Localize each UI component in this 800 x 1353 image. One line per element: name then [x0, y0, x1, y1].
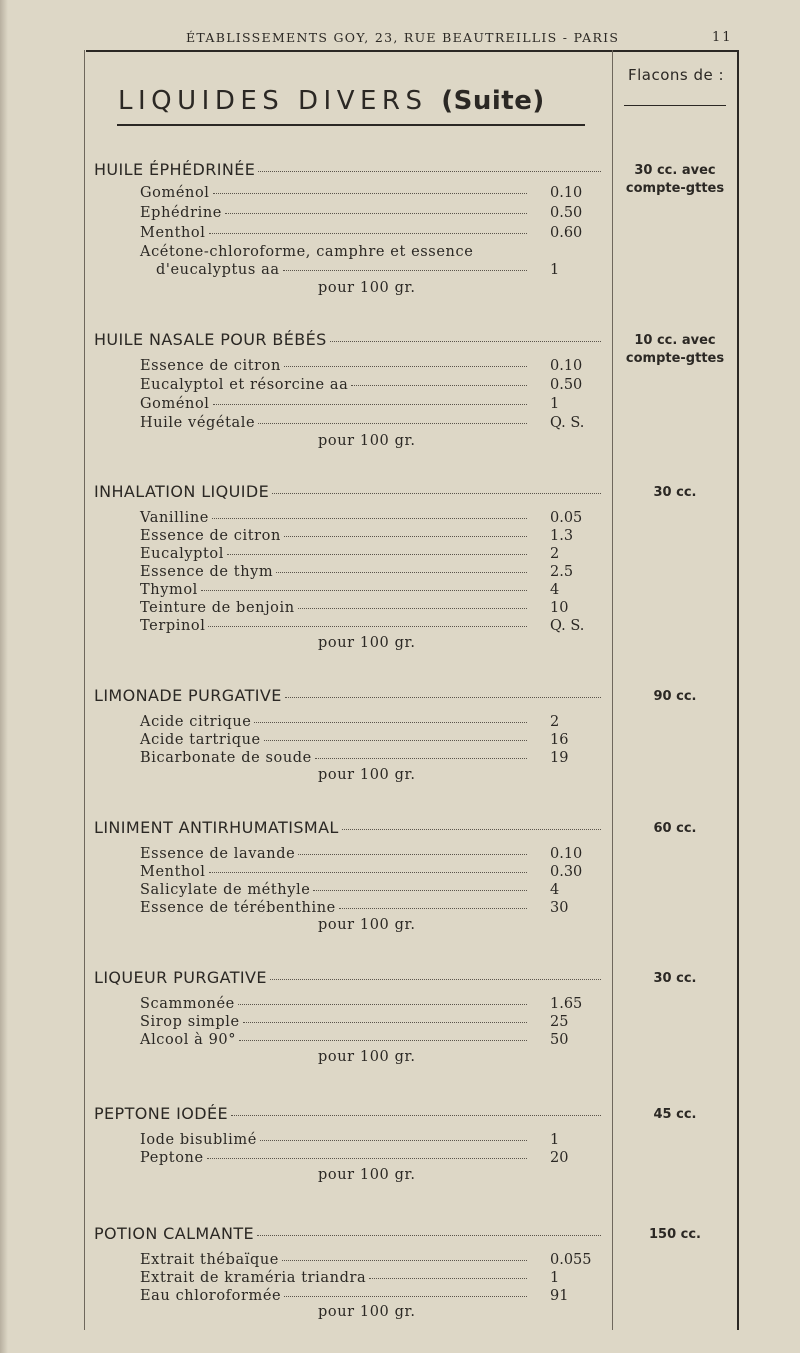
ingredient-name: Essence de citron — [140, 358, 281, 374]
ingredient-row — [140, 600, 530, 616]
flacon-size — [614, 1226, 736, 1244]
ingredient-row — [140, 1150, 530, 1166]
ingredient-name: Essence de térébenthine — [140, 900, 336, 916]
ingredient-row — [140, 510, 530, 526]
ingredient-quantity: 0.50 — [550, 377, 583, 393]
ingredient-quantity: 0.05 — [550, 510, 583, 526]
flacons-column-header: Flacons de : — [627, 66, 725, 84]
ingredient-row — [140, 864, 530, 880]
ingredient-name: Eucalyptol et résorcine aa — [140, 377, 349, 393]
ingredient-name: Sirop simple — [140, 1014, 240, 1030]
recipe-total: pour 100 gr. — [318, 917, 416, 933]
ingredient-row — [140, 846, 530, 862]
ingredient-row — [140, 415, 530, 431]
ingredient-row — [140, 377, 530, 393]
ingredient-name: Ephédrine — [140, 205, 222, 221]
ingredient-quantity: 1 — [550, 262, 560, 278]
ingredient-row — [140, 564, 530, 580]
ingredient-row — [140, 582, 530, 598]
ingredient-name: Extrait thébaïque — [140, 1252, 279, 1268]
ingredient-name: Essence de citron — [140, 528, 281, 544]
ingredient-name: Thymol — [140, 582, 198, 598]
right-column-rule — [737, 50, 739, 1330]
recipe-title-text: HUILE NASALE POUR BÉBÉS — [94, 330, 327, 349]
ingredient-row — [140, 1132, 530, 1148]
flacon-size — [614, 484, 736, 502]
ingredient-row — [140, 185, 530, 201]
ingredient-row — [140, 358, 530, 374]
recipe-title — [94, 1224, 604, 1243]
flacon-size — [614, 970, 736, 988]
ingredient-row — [140, 1252, 530, 1268]
ingredient-quantity: 30 — [550, 900, 569, 916]
recipe-title-text: LIMONADE PURGATIVE — [94, 686, 282, 705]
recipe-title-text: INHALATION LIQUIDE — [94, 482, 270, 501]
ingredient-quantity: 19 — [550, 750, 569, 766]
recipe-total: pour 100 gr. — [318, 767, 416, 783]
flacon-size — [614, 1106, 736, 1124]
recipe-total: pour 100 gr. — [318, 635, 416, 651]
flacon-line: 45 cc. — [653, 1107, 697, 1122]
ingredient-row — [140, 546, 530, 562]
flacon-line: 150 cc. — [648, 1227, 701, 1242]
ingredient-quantity: 16 — [550, 732, 569, 748]
ingredient-name: Goménol — [140, 396, 210, 412]
flacon-line: 10 cc. avec — [634, 333, 716, 348]
ingredient-row — [140, 1032, 530, 1048]
ingredient-quantity: 0.055 — [550, 1252, 592, 1268]
recipe-title-text: LINIMENT ANTIRHUMATISMAL — [94, 818, 339, 837]
title-underline — [117, 124, 585, 126]
ingredient-name: Acide citrique — [140, 714, 252, 730]
ingredient-row — [156, 262, 530, 278]
ingredient-row — [140, 225, 530, 241]
recipe-total: pour 100 gr. — [318, 1167, 416, 1183]
ingredient-quantity: 0.10 — [550, 185, 583, 201]
ingredient-quantity: 2.5 — [550, 564, 574, 580]
ingredient-name: Peptone — [140, 1150, 204, 1166]
ingredient-name: Eucalyptol — [140, 546, 224, 562]
recipe-title — [94, 330, 604, 349]
ingredient-quantity: Q. S. — [550, 618, 585, 634]
ingredient-quantity: 1.65 — [550, 996, 583, 1012]
ingredient-row — [140, 882, 530, 898]
ingredient-row — [140, 750, 530, 766]
ingredient-quantity: 4 — [550, 582, 560, 598]
ingredient-name: Iode bisublimé — [140, 1132, 257, 1148]
ingredient-quantity: 2 — [550, 714, 560, 730]
ingredient-quantity: 91 — [550, 1288, 569, 1304]
ingredient-line: Acétone-chloroforme, camphre et essence — [140, 244, 474, 260]
ingredient-row — [140, 1288, 530, 1304]
ingredient-name: Eau chloroformée — [140, 1288, 282, 1304]
flacon-line: 60 cc. — [653, 821, 697, 836]
ingredient-quantity: 1 — [550, 1270, 560, 1286]
ingredient-row — [140, 732, 530, 748]
flacon-line: 30 cc. — [653, 971, 697, 986]
recipe-total: pour 100 gr. — [318, 1049, 416, 1065]
ingredient-quantity: 4 — [550, 882, 560, 898]
ingredient-name: Bicarbonate de soude — [140, 750, 312, 766]
running-head: ÉTABLISSEMENTS GOY, 23, RUE BEAUTREILLIS - PARIS — [186, 30, 620, 45]
recipe-title — [94, 968, 604, 987]
ingredient-row — [140, 396, 530, 412]
ingredient-quantity: 10 — [550, 600, 569, 616]
ingredient-quantity: 0.50 — [550, 205, 583, 221]
recipe-total: pour 100 gr. — [318, 1304, 416, 1320]
ingredient-quantity: 1 — [550, 396, 560, 412]
ingredient-quantity: 0.10 — [550, 358, 583, 374]
ingredient-quantity: Q. S. — [550, 415, 585, 431]
ingredient-quantity: 0.60 — [550, 225, 583, 241]
recipe-title-text: POTION CALMANTE — [94, 1224, 255, 1243]
ingredient-row — [140, 205, 530, 221]
ingredient-name: Acide tartrique — [140, 732, 261, 748]
ingredient-name: Essence de lavande — [140, 846, 296, 862]
ingredient-name: Menthol — [140, 225, 206, 241]
page-title-main: LIQUIDES DIVERS — [118, 86, 428, 116]
top-rule — [86, 50, 738, 52]
flacon-size — [614, 332, 736, 368]
flacon-line: compte-gttes — [625, 181, 725, 196]
recipe-title-text: PEPTONE IODÉE — [94, 1104, 228, 1123]
flacons-header-rule — [624, 105, 726, 106]
flacon-line: 90 cc. — [653, 689, 697, 704]
ingredient-quantity: 25 — [550, 1014, 569, 1030]
ingredient-row — [140, 996, 530, 1012]
recipe-title — [94, 1104, 604, 1123]
flacon-line: 30 cc. — [653, 485, 697, 500]
ingredient-row — [140, 528, 530, 544]
ingredient-quantity: 0.10 — [550, 846, 583, 862]
recipe-title-text: HUILE ÉPHÉDRINÉE — [94, 160, 256, 179]
ingredient-quantity: 20 — [550, 1150, 569, 1166]
flacon-line: 30 cc. avec — [634, 163, 716, 178]
ingredient-row — [140, 618, 530, 634]
ingredient-name: Goménol — [140, 185, 210, 201]
ingredient-name: d'eucalyptus aa — [156, 262, 280, 278]
flacon-size — [614, 820, 736, 838]
left-column-rule — [84, 50, 85, 1330]
flacon-size — [614, 162, 736, 198]
recipe-total: pour 100 gr. — [318, 280, 416, 296]
recipe-title-text: LIQUEUR PURGATIVE — [94, 968, 267, 987]
recipe-title — [94, 482, 604, 501]
middle-column-rule — [612, 50, 613, 1330]
ingredient-name: Scammonée — [140, 996, 235, 1012]
ingredient-name: Teinture de benjoin — [140, 600, 295, 616]
ingredient-row — [140, 1014, 530, 1030]
recipe-total: pour 100 gr. — [318, 433, 416, 449]
ingredient-name: Essence de thym — [140, 564, 274, 580]
recipe-title — [94, 686, 604, 705]
ingredient-quantity: 2 — [550, 546, 560, 562]
flacon-size — [614, 688, 736, 706]
flacon-line: compte-gttes — [625, 351, 725, 366]
ingredient-name: Huile végétale — [140, 415, 256, 431]
ingredient-quantity: 0.30 — [550, 864, 583, 880]
ingredient-row — [140, 900, 530, 916]
ingredient-name: Salicylate de méthyle — [140, 882, 311, 898]
ingredient-quantity: 1.3 — [550, 528, 574, 544]
ingredient-row — [140, 1270, 530, 1286]
ingredient-name: Extrait de kraméria triandra — [140, 1270, 367, 1286]
ingredient-quantity: 1 — [550, 1132, 560, 1148]
ingredient-name: Alcool à 90° — [140, 1032, 237, 1048]
ingredient-quantity: 50 — [550, 1032, 569, 1048]
page-number: 11 — [712, 30, 733, 45]
ingredient-name: Terpinol — [140, 618, 206, 634]
recipe-title — [94, 818, 604, 837]
recipe-title — [94, 160, 604, 179]
ingredient-name: Vanilline — [140, 510, 209, 526]
page-edge — [0, 0, 8, 1353]
page-title — [118, 86, 545, 116]
ingredient-row — [140, 714, 530, 730]
page-title-suffix: (Suite) — [441, 86, 545, 116]
ingredient-name: Menthol — [140, 864, 206, 880]
